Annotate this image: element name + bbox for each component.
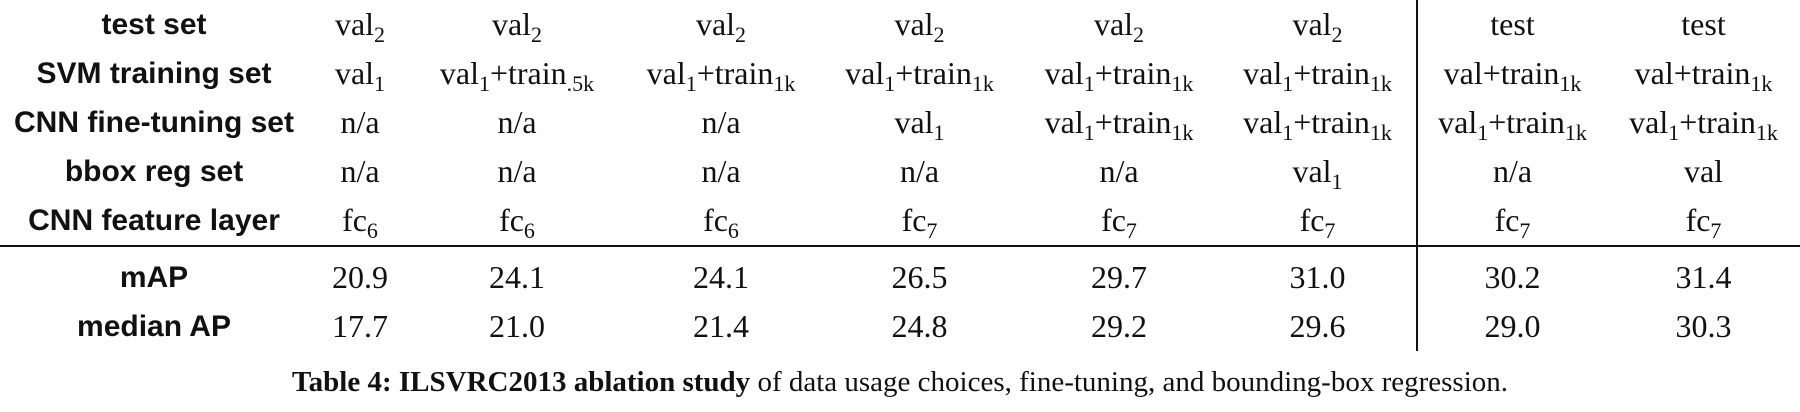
cell-text: n/a (1492, 153, 1533, 189)
result-value: 31.4 (1607, 246, 1800, 302)
cell-suffix-subscript: 1k (1755, 120, 1778, 145)
cell-text: val (1044, 104, 1084, 140)
table-cell (622, 49, 820, 98)
table-cell (1607, 196, 1800, 246)
cell-subscript: 1 (1477, 120, 1489, 145)
result-value: 29.7 (1019, 246, 1219, 302)
cell-text: val (1243, 55, 1283, 91)
cell-text: val (1438, 104, 1478, 140)
cell-subscript: 6 (523, 218, 535, 243)
result-value: 17.7 (332, 308, 388, 344)
table-cell (1019, 0, 1219, 49)
cell-text: fc (1494, 202, 1520, 238)
cell-text: val (894, 104, 934, 140)
result-value: 26.5 (820, 246, 1019, 302)
result-value: 29.0 (1417, 302, 1607, 351)
table-cell (1417, 0, 1607, 49)
cell-text: fc (703, 202, 728, 238)
cell-subscript: 1 (685, 71, 697, 96)
table-caption (0, 366, 1800, 399)
cell-subscript: 6 (366, 218, 378, 243)
cell-text: n/a (340, 104, 380, 140)
config-row (0, 98, 1800, 147)
cell-subscript: 2 (735, 22, 747, 47)
cell-subscript: 1 (933, 120, 945, 145)
cell-suffix-subscript: .5k (566, 71, 595, 96)
cell-subscript: 1 (1282, 71, 1294, 96)
cell-text: val (1629, 104, 1669, 140)
table-cell (412, 98, 622, 147)
cell-text: fc (1299, 202, 1325, 238)
table-cell (1417, 196, 1607, 246)
table-cell (820, 147, 1019, 196)
config-row (0, 147, 1800, 196)
result-value: 24.1 (622, 246, 820, 302)
row-header: CNN fine-tuning set (14, 105, 294, 139)
cell-subscript: 2 (1331, 22, 1343, 47)
table-cell (820, 0, 1019, 49)
cell-text-suffix: +train (1482, 55, 1560, 91)
cell-text: fc (499, 202, 524, 238)
table-cell (622, 147, 820, 196)
result-value: 30.3 (1675, 308, 1732, 344)
cell-subscript: 1 (1083, 71, 1095, 96)
cell-text: val (1044, 55, 1084, 91)
cell-text-suffix: +train (1094, 55, 1172, 91)
cell-text: fc (342, 202, 367, 238)
table-cell (622, 0, 820, 49)
table-cell (1019, 196, 1219, 246)
cell-subscript: 7 (1519, 218, 1531, 243)
cell-subscript: 2 (531, 22, 543, 47)
cell-suffix-subscript: 1k (1559, 71, 1582, 96)
row-header: test set (101, 7, 207, 41)
table-cell (308, 147, 412, 196)
table-cell (1019, 49, 1219, 98)
table-cell (308, 196, 412, 246)
cell-subscript: 1 (1668, 120, 1680, 145)
table-cell (1607, 49, 1800, 98)
cell-text: fc (1685, 202, 1711, 238)
cell-text-suffix: +train (696, 55, 774, 91)
cell-text: n/a (701, 153, 741, 189)
config-row (0, 196, 1800, 246)
row-header: bbox reg set (64, 154, 244, 188)
cell-text: fc (1101, 202, 1126, 238)
table-cell (1219, 49, 1417, 98)
result-value: 30.2 (1417, 246, 1607, 302)
table-cell (412, 0, 622, 49)
cell-text: val (1634, 55, 1674, 91)
cell-text-suffix: +train (1488, 104, 1565, 140)
cell-text: val (334, 6, 375, 42)
table-cell (1219, 0, 1417, 49)
cell-text-suffix: +train (1679, 104, 1756, 140)
row-header: median AP (77, 309, 231, 343)
cell-text: val (845, 55, 885, 91)
cell-subscript: 7 (926, 218, 938, 243)
table-cell (308, 49, 412, 98)
table-cell (1019, 98, 1219, 147)
cell-subscript: 7 (1710, 218, 1722, 243)
cell-text: val (894, 6, 934, 42)
table-cell (1219, 147, 1417, 196)
table-cell (820, 49, 1019, 98)
cell-text-suffix: +train (489, 55, 567, 91)
table-cell (412, 196, 622, 246)
cell-text: val (646, 55, 686, 91)
result-value: 21.4 (693, 308, 749, 344)
cell-text: val (1292, 153, 1332, 189)
cell-text: test (1681, 6, 1726, 42)
table-cell (820, 98, 1019, 147)
caption-title: Table 4: ILSVRC2013 ablation study (291, 366, 751, 398)
cell-subscript: 1 (1083, 120, 1095, 145)
table-cell (1019, 147, 1219, 196)
table-cell (1417, 98, 1607, 147)
cell-subscript: 7 (1125, 218, 1137, 243)
cell-suffix-subscript: 1k (1369, 71, 1392, 96)
cell-text: n/a (1099, 153, 1139, 189)
result-value: 24.1 (412, 246, 622, 302)
cell-suffix-subscript: 1k (1171, 71, 1194, 96)
cell-subscript: 1 (884, 71, 896, 96)
table-cell (1219, 196, 1417, 246)
table-cell (1607, 0, 1800, 49)
cell-text: val (439, 55, 479, 91)
cell-suffix-subscript: 1k (1171, 120, 1194, 145)
table-cell (622, 98, 820, 147)
cell-text-suffix: +train (1673, 55, 1751, 91)
cell-text: test (1490, 6, 1535, 42)
cell-text: n/a (497, 104, 537, 140)
row-header: mAP (0, 246, 308, 302)
table-cell (308, 98, 412, 147)
table-cell (1607, 98, 1800, 147)
cell-text: val (1292, 6, 1332, 42)
cell-subscript: 1 (478, 71, 490, 96)
row-header: CNN feature layer (28, 203, 280, 237)
cell-subscript: 1 (1282, 120, 1294, 145)
table-cell (820, 196, 1019, 246)
cell-suffix-subscript: 1k (1564, 120, 1587, 145)
result-row (0, 246, 1800, 302)
result-value: 29.2 (1091, 308, 1147, 344)
result-value: 29.6 (1289, 308, 1346, 344)
caption-text: of data usage choices, fine-tuning, and bounding-box regression. (750, 366, 1509, 398)
cell-text: val (1443, 55, 1483, 91)
config-row (0, 49, 1800, 98)
result-value: 24.8 (891, 308, 948, 344)
cell-text: val (1683, 153, 1724, 189)
cell-text-suffix: +train (895, 55, 972, 91)
table-cell (1417, 147, 1607, 196)
cell-suffix-subscript: 1k (971, 71, 994, 96)
cell-text: val (695, 6, 736, 42)
table-cell (412, 147, 622, 196)
result-value: 21.0 (489, 308, 545, 344)
cell-subscript: 1 (1331, 169, 1343, 194)
cell-text-suffix: +train (1094, 104, 1172, 140)
table-cell (1417, 49, 1607, 98)
table-cell (1219, 98, 1417, 147)
table-cell (308, 0, 412, 49)
cell-subscript: 2 (1133, 22, 1145, 47)
cell-text: n/a (701, 104, 741, 140)
cell-subscript: 2 (374, 22, 386, 47)
cell-text: val (334, 55, 375, 91)
table-cell (412, 49, 622, 98)
cell-text: val (491, 6, 532, 42)
table-cell (1607, 147, 1800, 196)
cell-text: n/a (340, 153, 380, 189)
result-row (0, 302, 1800, 351)
result-value: 31.0 (1219, 246, 1417, 302)
cell-subscript: 1 (374, 71, 386, 96)
cell-text: val (1243, 104, 1283, 140)
cell-text-suffix: +train (1293, 104, 1370, 140)
cell-text: val (1093, 6, 1134, 42)
config-row (0, 0, 1800, 49)
cell-text: n/a (899, 153, 940, 189)
cell-suffix-subscript: 1k (773, 71, 796, 96)
row-header: SVM training set (36, 56, 272, 90)
cell-subscript: 6 (727, 218, 739, 243)
cell-subscript: 7 (1324, 218, 1336, 243)
cell-text: n/a (497, 153, 537, 189)
cell-text-suffix: +train (1293, 55, 1370, 91)
cell-suffix-subscript: 1k (1369, 120, 1392, 145)
cell-text: fc (901, 202, 927, 238)
result-value: 20.9 (308, 246, 412, 302)
cell-suffix-subscript: 1k (1750, 71, 1773, 96)
table-cell (622, 196, 820, 246)
cell-subscript: 2 (933, 22, 945, 47)
